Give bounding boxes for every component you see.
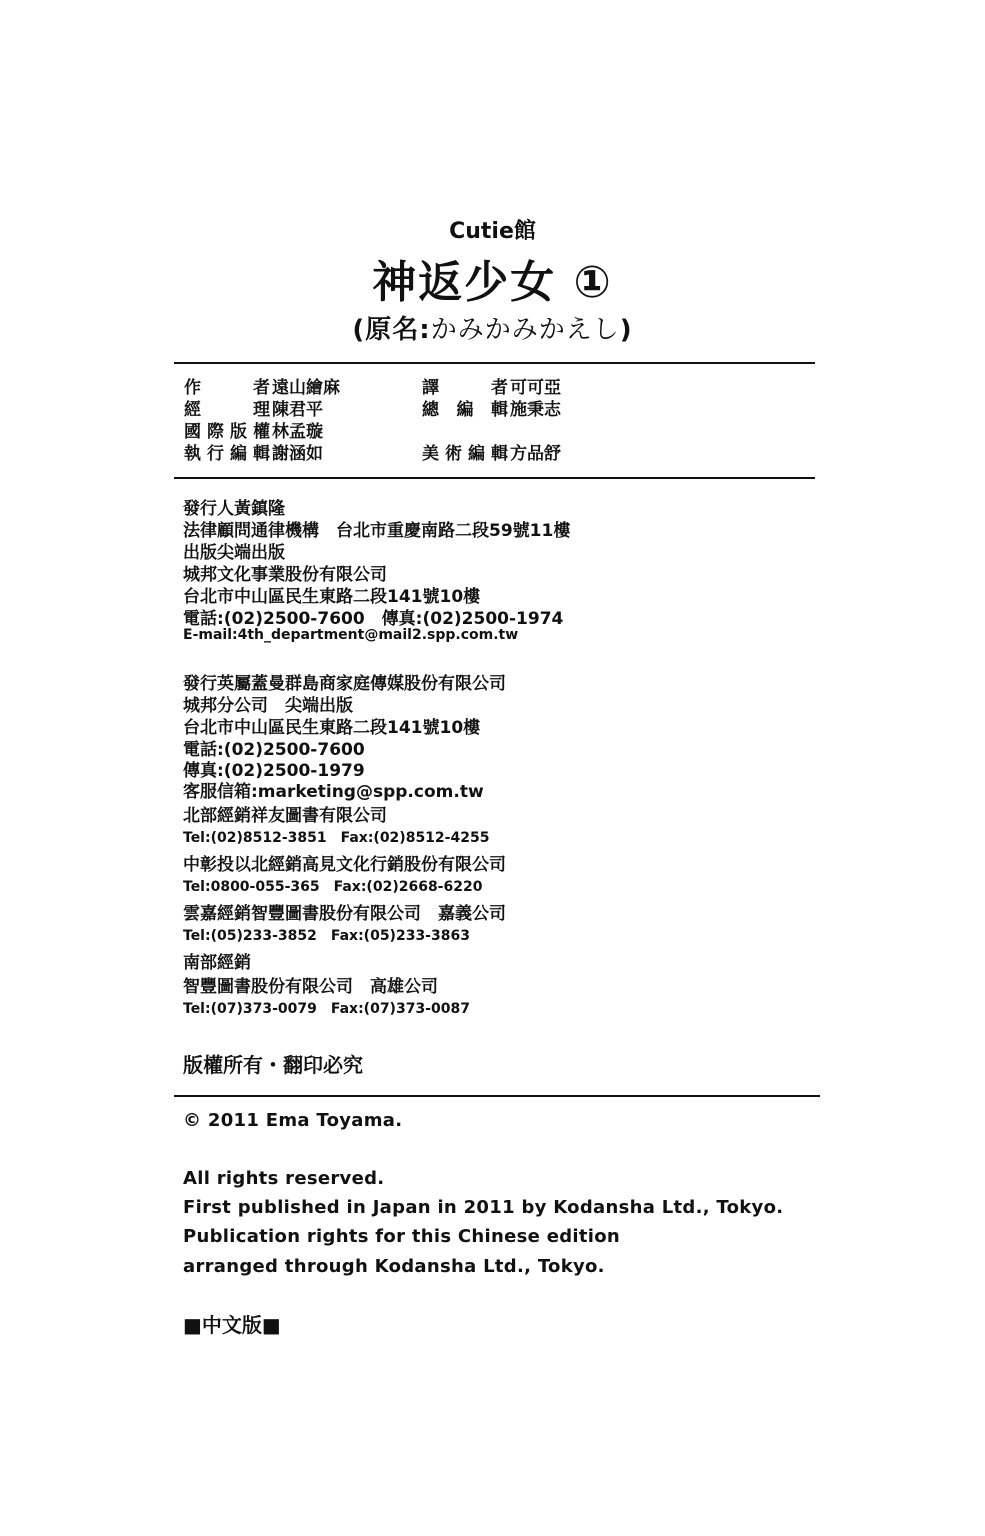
publisher-line: 城邦文化事業股份有限公司 (183, 565, 387, 585)
distribution-line: 中彰投以北經銷高見文化行銷股份有限公司 (183, 855, 506, 875)
publisher-email: E-mail:4th_department@mail2.spp.com.tw (183, 627, 519, 643)
distribution-line: 客服信箱:marketing@spp.com.tw (183, 782, 484, 802)
credit-value: 陳君平 (272, 400, 323, 420)
original-title-value: かみかみかえし (430, 315, 620, 345)
original-title-label: 原名: (365, 315, 431, 345)
series-name: Cutie館 (449, 219, 536, 244)
publisher-line: 電話:(02)2500-7600 傳真:(02)2500-1974 (183, 609, 564, 629)
credit-value: 方品舒 (510, 444, 561, 464)
credit-label: 作者 (184, 378, 270, 398)
credit-manager (184, 399, 323, 421)
divider-credits (174, 477, 815, 479)
distribution-line: 北部經銷祥友圖書有限公司 (183, 806, 387, 826)
publisher-line: 出版尖端出版 (183, 543, 285, 563)
credit-chief-editor (422, 399, 561, 421)
distribution-contact: Tel:0800-055-365 Fax:(02)2668-6220 (183, 879, 483, 895)
credit-label: 譯者 (422, 378, 508, 398)
distribution-contact: Tel:(07)373-0079 Fax:(07)373-0087 (183, 1001, 470, 1017)
credit-translator (422, 377, 561, 399)
publisher-line: 法律顧問通律機構 台北市重慶南路二段59號11樓 (183, 521, 571, 541)
credit-label: 美術編輯 (422, 444, 508, 464)
distribution-line: 南部經銷 (183, 953, 251, 973)
credit-label: 總編輯 (422, 400, 508, 420)
english-line: Publication rights for this Chinese edition (183, 1226, 621, 1247)
english-line: All rights reserved. (183, 1168, 385, 1189)
credit-exec-editor (184, 443, 323, 465)
distribution-line: 台北市中山區民生東路二段141號10樓 (183, 718, 481, 738)
credit-value: 林孟璇 (272, 422, 323, 442)
distribution-line: 城邦分公司 尖端出版 (183, 696, 353, 716)
edition-label: ■中文版■ (183, 1313, 281, 1337)
divider-top (174, 362, 815, 364)
credit-intl-rights (184, 421, 323, 443)
distribution-line: 電話:(02)2500-7600 (183, 740, 365, 760)
credit-label: 執行編輯 (184, 444, 270, 464)
publisher-line: 發行人黃鎮隆 (183, 499, 285, 519)
copyright-line: © 2011 Ema Toyama. (183, 1110, 403, 1131)
publisher-line: 台北市中山區民生東路二段141號10樓 (183, 587, 481, 607)
original-title-open: ( (352, 315, 366, 345)
credit-value: 施秉志 (510, 400, 561, 420)
distribution-line: 傳真:(02)2500-1979 (183, 761, 365, 781)
english-line: arranged through Kodansha Ltd., Tokyo. (183, 1256, 605, 1277)
credit-label: 國際版權 (184, 422, 270, 442)
original-title-close: ) (619, 315, 633, 345)
book-title: 神返少女 ① (372, 257, 613, 308)
original-title (0, 309, 985, 346)
credit-value: 遠山繪麻 (272, 378, 340, 398)
distribution-line: 發行英屬蓋曼群島商家庭傳媒股份有限公司 (183, 674, 506, 694)
rights-notice: 版權所有・翻印必究 (183, 1053, 363, 1077)
credit-art-editor (422, 443, 561, 465)
distribution-line: 雲嘉經銷智豐圖書股份有限公司 嘉義公司 (183, 904, 506, 924)
distribution-line: 智豐圖書股份有限公司 高雄公司 (183, 977, 438, 997)
credit-label: 經理 (184, 400, 270, 420)
credit-author (184, 377, 340, 399)
divider-rights (174, 1095, 820, 1097)
credit-value: 可可亞 (510, 378, 561, 398)
english-line: First published in Japan in 2011 by Kodansha Ltd., Tokyo. (183, 1197, 784, 1218)
distribution-contact: Tel:(02)8512-3851 Fax:(02)8512-4255 (183, 830, 490, 846)
credit-value: 謝涵如 (272, 444, 323, 464)
distribution-contact: Tel:(05)233-3852 Fax:(05)233-3863 (183, 928, 470, 944)
